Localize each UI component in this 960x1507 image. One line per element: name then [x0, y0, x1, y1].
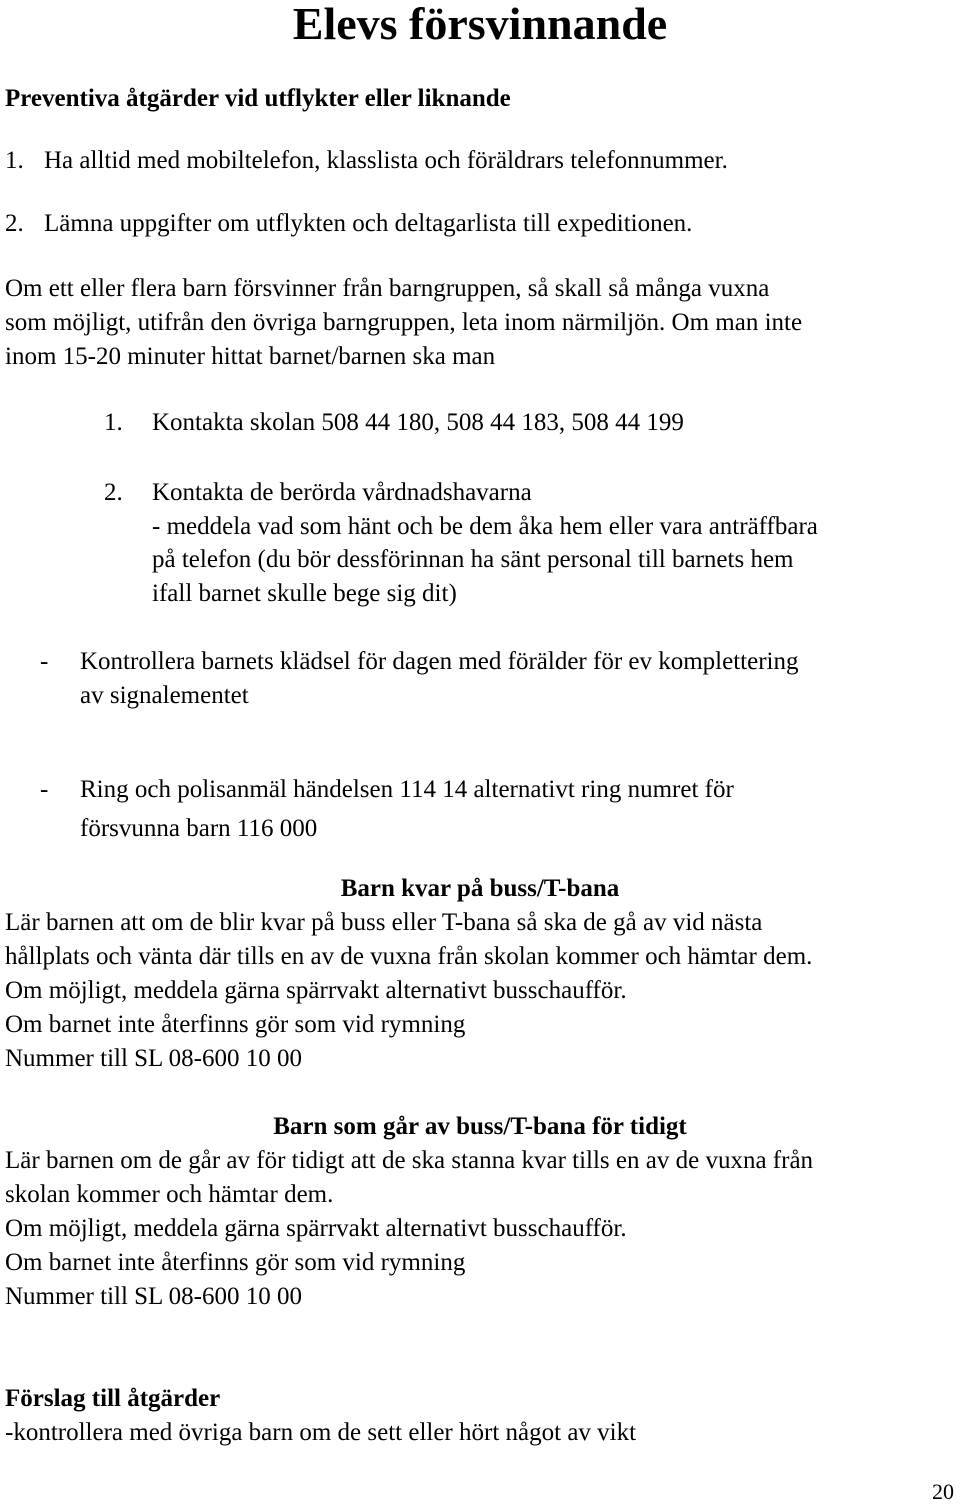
preventive-item-1-text: Ha alltid med mobiltelefon, klasslista och föräldrars telefonnummer. — [44, 147, 728, 174]
off-too-early-line: Om möjligt, meddela gärna spärrvakt alternativt busschaufför. — [5, 1215, 627, 1242]
missing-intro-line: inom 15-20 minuter hittat barnet/barnen ska man — [5, 343, 496, 370]
preventive-heading: Preventiva åtgärder vid utflykter eller liknande — [5, 85, 511, 112]
left-on-bus-line: Nummer till SL 08-600 10 00 — [5, 1045, 302, 1072]
off-too-early-heading: Barn som går av buss/T-bana för tidigt — [273, 1113, 687, 1140]
page-title: Elevs försvinnande — [292, 0, 668, 49]
left-on-bus-line: Lär barnen att om de blir kvar på buss eller T-bana så ska de gå av vid nästa — [5, 909, 763, 936]
preventive-item-2-number: 2. — [5, 210, 24, 237]
dash-item-2-text: Ring och polisanmäl händelsen 114 14 alternativt ring numret för — [80, 776, 734, 803]
step-2-text: Kontakta de berörda vårdnadshavarna — [152, 479, 532, 506]
step-2-number: 2. — [104, 479, 123, 506]
dash-item-2-text: försvunna barn 116 000 — [80, 815, 318, 842]
suggestions-heading: Förslag till åtgärder — [5, 1385, 221, 1412]
off-too-early-line: Nummer till SL 08-600 10 00 — [5, 1283, 302, 1310]
left-on-bus-line: Om möjligt, meddela gärna spärrvakt alternativt busschaufför. — [5, 977, 627, 1004]
step-2-text: på telefon (du bör dessförinnan ha sänt personal till barnets hem — [152, 546, 794, 573]
missing-intro-line: Om ett eller flera barn försvinner från barngruppen, så skall så många vuxna — [5, 275, 770, 302]
dash-item-2-marker: - — [40, 776, 49, 803]
dash-item-1-marker: - — [40, 648, 49, 675]
missing-intro-line: som möjligt, utifrån den övriga barngruppen, leta inom närmiljön. Om man inte — [5, 309, 803, 336]
off-too-early-line: skolan kommer och hämtar dem. — [5, 1181, 334, 1208]
step-1-number: 1. — [104, 409, 123, 436]
step-2-text: ifall barnet skulle bege sig dit) — [152, 580, 457, 607]
left-on-bus-line: Om barnet inte återfinns gör som vid rymning — [5, 1011, 466, 1038]
left-on-bus-heading: Barn kvar på buss/T-bana — [340, 875, 620, 902]
step-2-text: - meddela vad som hänt och be dem åka hem eller vara anträffbara — [152, 513, 818, 540]
off-too-early-line: Lär barnen om de går av för tidigt att de ska stanna kvar tills en av de vuxna från — [5, 1147, 814, 1174]
preventive-item-1-number: 1. — [5, 147, 24, 174]
dash-item-1-text: av signalementet — [80, 682, 249, 709]
preventive-item-2-text: Lämna uppgifter om utflykten och deltagarlista till expeditionen. — [44, 210, 693, 237]
off-too-early-line: Om barnet inte återfinns gör som vid rymning — [5, 1249, 466, 1276]
left-on-bus-line: hållplats och vänta där tills en av de vuxna från skolan kommer och hämtar dem. — [5, 943, 813, 970]
step-1-text: Kontakta skolan 508 44 180, 508 44 183, 508 44 199 — [152, 409, 684, 436]
suggestions-line: -kontrollera med övriga barn om de sett eller hört något av vikt — [5, 1419, 637, 1446]
page-number: 20 — [932, 1479, 954, 1504]
dash-item-1-text: Kontrollera barnets klädsel för dagen med förälder för ev komplettering — [80, 648, 799, 675]
